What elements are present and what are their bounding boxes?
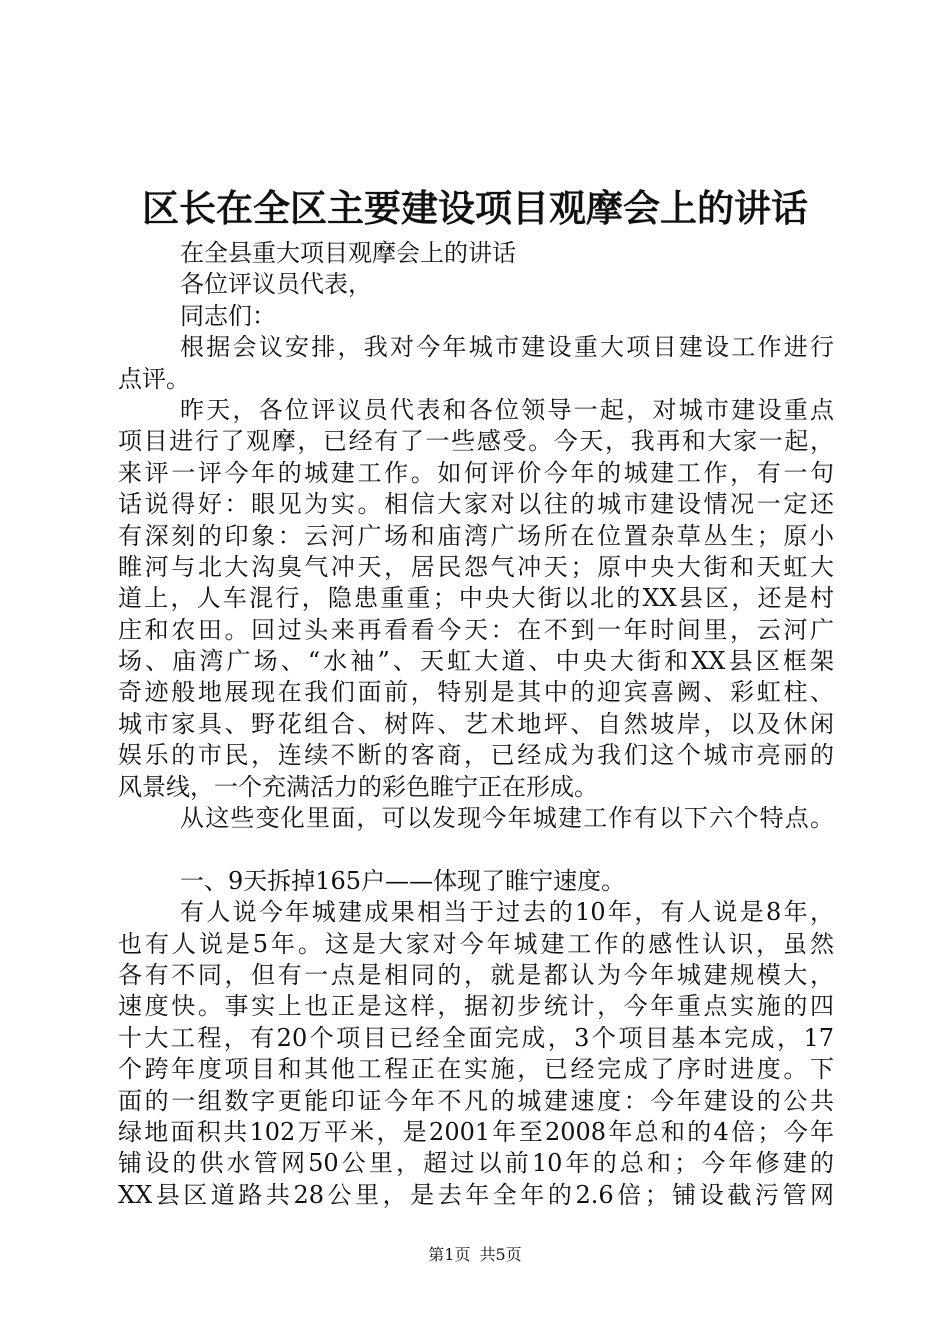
page-number: 第1页 <box>428 1245 471 1264</box>
text-line: 庄和农田。回过头来再看看今天：在不到一年时间里，云河广 <box>118 615 834 644</box>
text-line: 各位评议员代表， <box>180 270 372 299</box>
page-total: 共5页 <box>479 1245 522 1264</box>
text-line: 昨天，各位评议员代表和各位领导一起，对城市建设重点 <box>180 395 834 424</box>
text-line: 从这些变化里面，可以发现今年城建工作有以下六个特点。 <box>180 804 834 833</box>
text-line: 十大工程，有20个项目已经全面完成，3个项目基本完成，17 <box>118 1023 834 1052</box>
text-line: 一、9天拆掉165户——体现了睢宁速度。 <box>180 866 626 895</box>
blank-line <box>118 834 834 865</box>
document-body <box>118 238 834 1211</box>
text-line: 面的一组数字更能印证今年不凡的城建速度：今年建设的公共 <box>118 1086 834 1115</box>
document-title: 区长在全区主要建设项目观摩会上的讲话 <box>142 186 808 230</box>
text-line: 来评一评今年的城建工作。如何评价今年的城建工作，有一句 <box>118 458 834 487</box>
text-line: 点评。 <box>118 364 190 393</box>
text-line: 奇迹般地展现在我们面前，特别是其中的迎宾喜阙、彩虹柱、 <box>118 678 834 707</box>
page-footer <box>0 1244 950 1266</box>
text-line: 睢河与北大沟臭气冲天，居民怨气冲天；原中央大街和天虹大 <box>118 552 834 581</box>
text-line: 速度快。事实上也正是这样，据初步统计，今年重点实施的四 <box>118 992 834 1021</box>
text-line: XX县区道路共28公里，是去年全年的2.6倍；铺设截污管网 <box>118 1180 834 1209</box>
text-line: 风景线，一个充满活力的彩色睢宁正在形成。 <box>118 772 598 801</box>
text-line: 娱乐的市民，连续不断的客商，已经成为我们这个城市亮丽的 <box>118 741 834 770</box>
text-line: 绿地面积共102万平米，是2001年至2008年总和的4倍；今年 <box>118 1117 834 1146</box>
text-line: 各有不同，但有一点是相同的，就是都认为今年城建规模大， <box>118 960 834 989</box>
text-line: 项目进行了观摩，已经有了一些感受。今天，我再和大家一起， <box>118 427 834 456</box>
text-line: 同志们： <box>180 301 276 330</box>
text-line: 城市家具、野花组合、树阵、艺术地坪、自然坡岸，以及休闲 <box>118 709 834 738</box>
text-line: 有人说今年城建成果相当于过去的10年，有人说是8年， <box>180 898 834 927</box>
text-line: 有深刻的印象：云河广场和庙湾广场所在位置杂草丛生；原小 <box>118 521 834 550</box>
text-line: 在全县重大项目观摩会上的讲话 <box>180 239 516 267</box>
text-line: 场、庙湾广场、“水袖”、天虹大道、中央大街和XX县区框架 <box>118 647 834 676</box>
text-line: 个跨年度项目和其他工程正在实施，已经完成了序时进度。下 <box>118 1055 834 1084</box>
text-line: 铺设的供水管网50公里，超过以前10年的总和；今年修建的 <box>118 1149 834 1178</box>
text-line: 话说得好：眼见为实。相信大家对以往的城市建设情况一定还 <box>118 490 834 519</box>
text-line: 道上，人车混行，隐患重重；中央大街以北的XX县区，还是村 <box>118 584 834 613</box>
text-line: 根据会议安排，我对今年城市建设重大项目建设工作进行 <box>180 333 834 362</box>
text-line: 也有人说是5年。这是大家对今年城建工作的感性认识，虽然 <box>118 929 834 958</box>
